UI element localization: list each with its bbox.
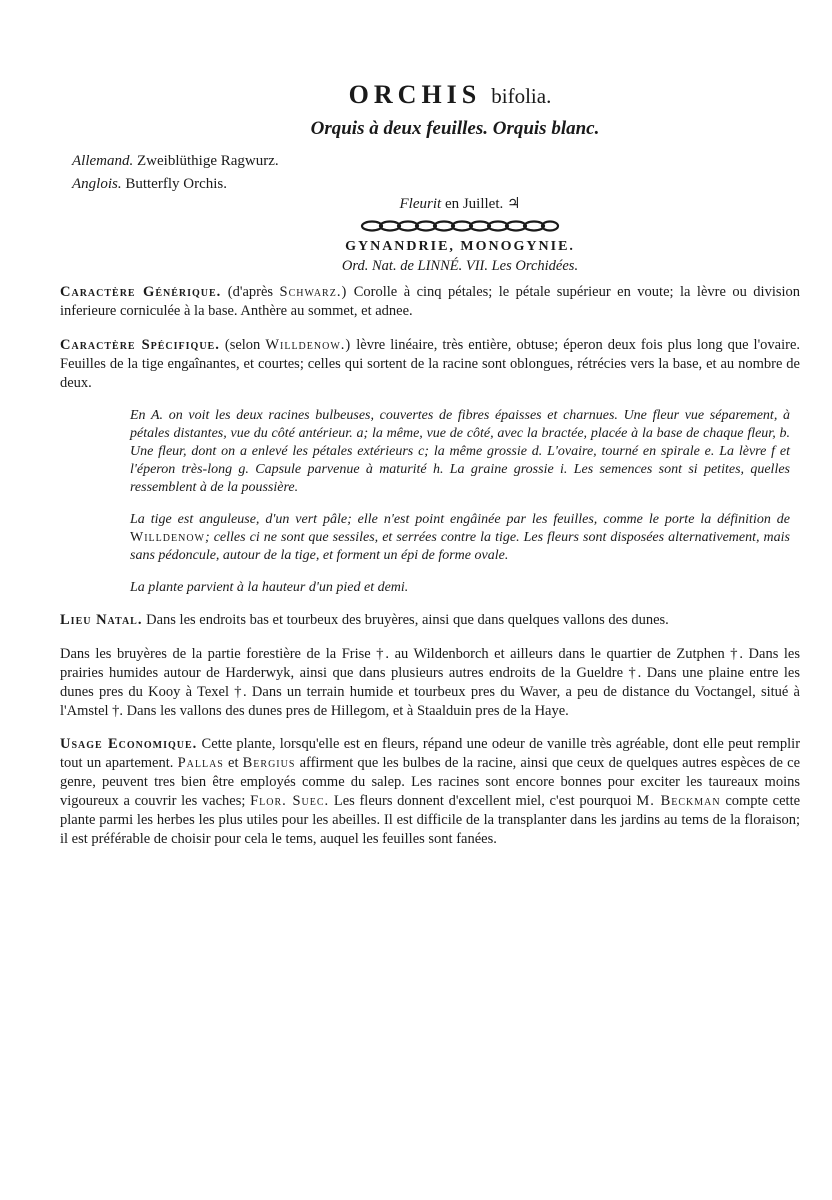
- species-title: bifolia.: [491, 84, 552, 108]
- section-heading: Usage Economique.: [60, 736, 198, 752]
- paragraph-text: ; celles ci ne sont que sessiles, et serrées contre la tige. Les fleurs sont disposées alternativement, mais sans pédoncule, autour de la tige, et forment un épi de forme ovale.: [130, 530, 790, 563]
- economic-use-paragraph: [60, 735, 800, 849]
- section-heading: Caractère Générique.: [60, 284, 222, 300]
- ornament-chain-icon: [360, 219, 560, 233]
- language-label: Anglois.: [72, 176, 122, 192]
- reference-author: Schwarz.): [279, 284, 348, 300]
- reference-open: (selon: [224, 336, 261, 353]
- generic-character-paragraph: [60, 283, 800, 321]
- genus-title: ORCHIS: [348, 80, 482, 109]
- natural-order: Ord. Nat. de LINNÉ. VII. Les Orchidées.: [341, 258, 579, 274]
- flowering-label: Fleurit: [399, 196, 442, 212]
- paragraph-text: lèvre linéaire, très entière, obtuse; éperon deux fois plus long que l'ovaire. Feuilles de la tige engaînantes, et courtes; celles qui sortent de la racine sont oblongues, rétrécies vers la base, et au nombre de deux.: [60, 336, 801, 391]
- author-name: M. Beckman: [636, 793, 721, 809]
- author-name: Pallas: [177, 755, 224, 771]
- habitat-paragraph: [60, 611, 800, 630]
- paragraph-text: et: [228, 755, 239, 771]
- paragraph-text: La tige est anguleuse, d'un vert pâle; elle n'est point engâinée par les feuilles, comme le porte la définition de: [130, 512, 790, 527]
- paragraph-text: Cette plante, lorsqu'elle est en fleurs, répand une odeur de vanille très agréable, dont elle peut remplir tout un apartement.: [60, 736, 801, 771]
- paragraph-text: affirment que les bulbes de la racine, ainsi que ceux de quelques autres espèces de ce genre, peuvent tres bien être employés comme du salep. Les racines sont encore bonnes pour exciter les taureaux moins vigoureux a couvrir les vaches;: [60, 755, 801, 809]
- plate-description: En A. on voit les deux racines bulbeuses, couvertes de fibres épaisses et charnues. Une fleur vue séparement, à pétales distantes, vue du côté antérieur. a; la même, vue de côté, avec la bractée, placée à la base de chaque fleur, b. Une fleur, dont on a enlevé les pétales extérieurs c; la même grossie d. L'ovaire, tourné en spirale e. La lèvre f et l'éperon très-long g. Capsule parvenue à maturité h. La graine grossie i. Les semences sont si petites, quelles ressemblent à de la poussière.: [130, 408, 790, 495]
- paragraph-text: Corolle à cinq pétales; le pétale supérieur en voute; la lèvre ou division inferieure corniculée à la base. Anthère au sommet, et adnee.: [60, 284, 801, 319]
- vernacular-name: Zweiblüthige Ragwurz.: [137, 153, 279, 169]
- paragraph-text: Les fleurs donnent d'excellent miel, c'est pourquoi: [333, 793, 632, 809]
- flowering-line: [120, 194, 800, 213]
- height-description: La plante parvient à la hauteur d'un pied et demi.: [130, 580, 409, 595]
- stem-description: [130, 511, 790, 565]
- section-heading: Caractère Spécifique.: [60, 336, 220, 353]
- reference-open: (d'après: [227, 284, 274, 300]
- reference-author: Willdenow: [130, 530, 205, 545]
- common-names-french: Orquis à deux feuilles. Orquis blanc.: [310, 118, 600, 139]
- flowering-month: en Juillet.: [444, 196, 504, 212]
- name-english: [72, 173, 800, 196]
- vernacular-names: [72, 150, 800, 196]
- language-label: Allemand.: [72, 153, 134, 169]
- jupiter-symbol-icon: ♃: [507, 196, 521, 212]
- name-german: [72, 150, 800, 173]
- specific-character-paragraph: [60, 336, 800, 393]
- paragraph-text: compte cette plante parmi les herbes les plus utiles pour les abeilles. Il est difficile de la transplanter dans les jardins au tems de la floraison; il est préférable de choisir pour cela le tems, auquel les feuilles sont fanées.: [60, 793, 801, 847]
- ornament-divider: [120, 219, 800, 233]
- page: [60, 80, 800, 864]
- page-title: [100, 80, 800, 110]
- paragraph-text: Dans les endroits bas et tourbeux des bruyères, ainsi que dans quelques vallons des dunes.: [146, 612, 669, 628]
- reference-author: Willdenow.): [265, 336, 352, 353]
- linnaean-class: GYNANDRIE, MONOGYNIE.: [345, 239, 575, 254]
- section-heading: Lieu Natal.: [60, 612, 143, 628]
- reference-work: Flor. Suec.: [250, 793, 330, 809]
- vernacular-name: Butterfly Orchis.: [125, 176, 227, 192]
- locations-paragraph: Dans les bruyères de la partie forestière de la Frise †. au Wildenborch et ailleurs dans le quartier de Zutphen †. Dans les prairies humides autour de Harderwyk, ainsi que dans plusieurs autres endroits de la Gueldre †. Dans une plaine entre les dunes pres du Kooy à Texel †. Dans un terrain humide et tourbeux pres du Waver, a peu de distance du Voctangel, situé à l'Amstel †. Dans les vallons des dunes pres de Hillegom, et à Staalduin pres de la Haye.: [60, 645, 800, 719]
- author-name: Bergius: [242, 755, 296, 771]
